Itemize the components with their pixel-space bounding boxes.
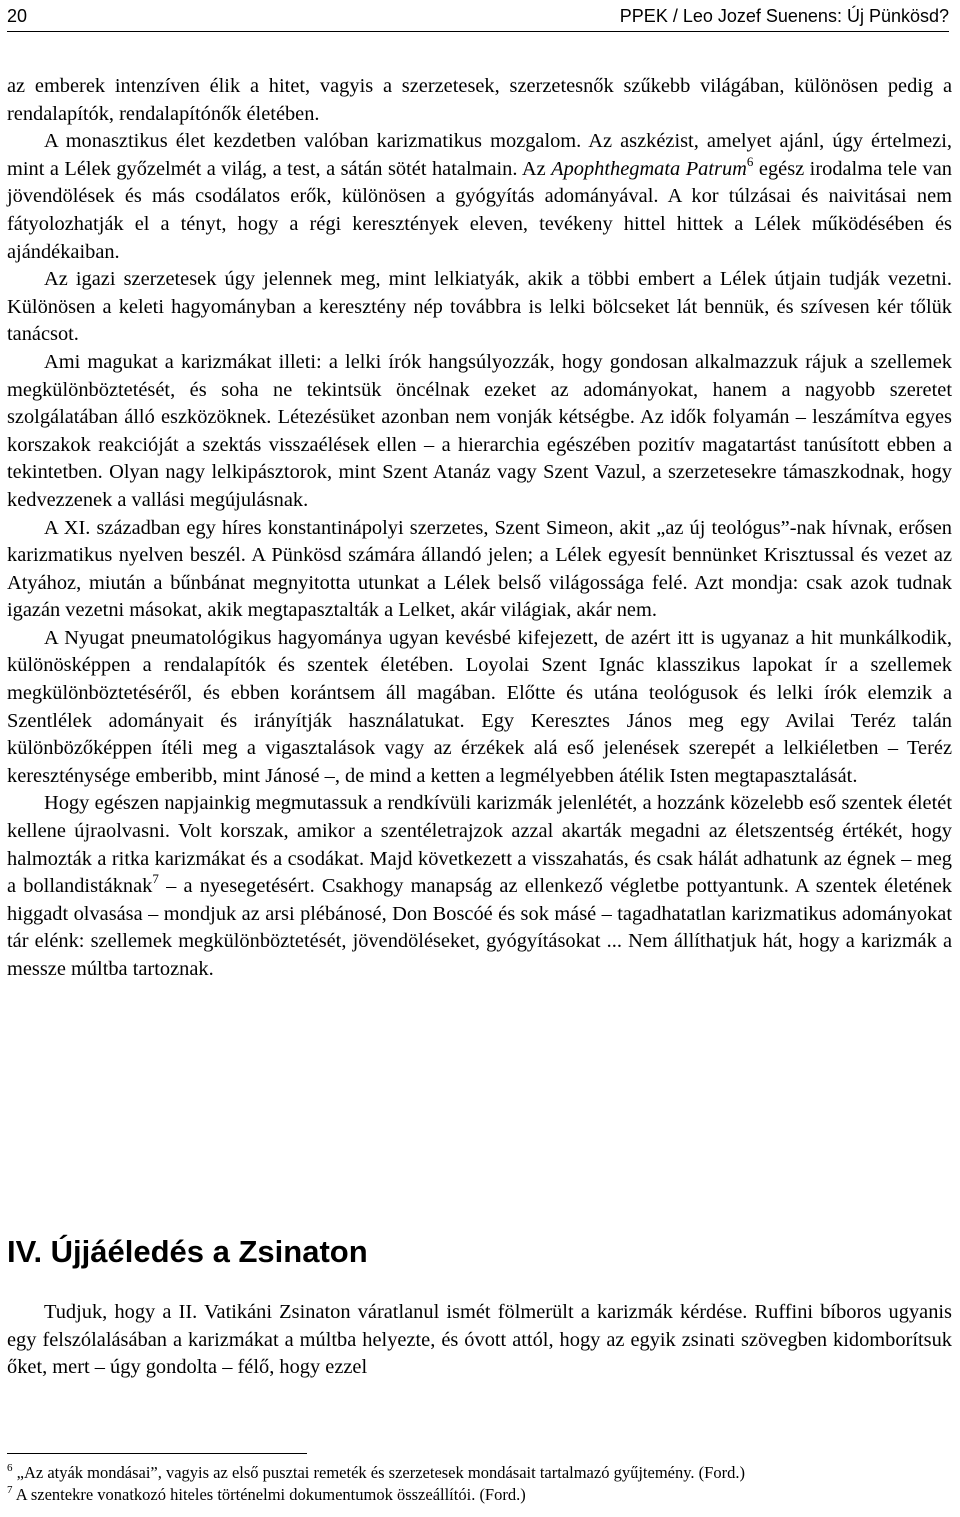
paragraph [7,790,952,983]
italic-title: Apophthegmata Patrum [551,157,747,180]
section-heading: IV. Újjáéledés a Zsinaton [7,1234,368,1269]
page-number: 20 [7,6,28,26]
footnotes [7,1462,952,1506]
paragraph: az emberek intenzíven élik a hitet, vagyis a szerzetesek, szerzetesnők szűkebb világában, különösen pedig a rendalapítók, rendalapítónők életében. [7,75,952,125]
paragraph: A Nyugat pneumatológikus hagyománya ugyan kevésbé kifejezett, de azért itt is ugyanaz a hit munkálkodik, különösképpen a rendalapítók és szentek életében. Loyolai Szent Ignác klasszikus lapokat ír a szellemek megkülönböztetéséről, és ebben korántsem áll magában. Előtte és utána teológusok és lelki írók elemzik a Szentlélek adományait és irányítják használatukat. Egy Keresztes János meg egy Avilai Teréz talán különbözőképpen ítéli meg a vigasztalások vagy az érzékek alá eső jelenések szerepét a lelkiéletben – Teréz kereszténysége emberibb, mint Jánosé –, de mind a ketten a legmélyebben átélik Isten megtapasztalását. [7,626,952,787]
paragraph-text: Hogy egészen napjainkig megmutassuk a rendkívüli karizmák jelenlétét, a hozzánk közelebb eső szentek életét kellene újraolvasni. Volt korszak, amikor a szentéletrajzok azzal akarták megadni az életszentség értékét, hogy halmozták a ritka karizmákat és a csodákat. Majd következett a visszahatás, és csak hálát adhatunk az égnek – meg a bollandistáknak [7,792,952,898]
body-text [7,73,952,984]
paragraph-text: A monasztikus élet kezdetben valóban karizmatikus mozgalom. Az aszkézist, amelyet ajánl, úgy értelmezi, mint a Lélek győzelmét a világ, a test, a sátán sötét hatalmain. Az [7,130,952,180]
paragraph: A XI. században egy híres konstantinápolyi szerzetes, Szent Simeon, akit „az új teológus”-nak hívnak, erősen karizmatikus nyelven beszél. A Pünkösd számára állandó jelen; a Lélek egyesít bennünket Krisztussal és vezet az Atyához, miután a bűnbánat megnyitotta utunkat a Lélek belső világossága felé. Azt mondja: csak azok tudnak igazán vezetni másokat, akik megtapasztalták a Lelket, akár világiak, akár nem. [7,516,952,622]
footnote-number: 7 [7,1484,13,1496]
running-title: PPEK / Leo Jozef Suenens: Új Pünkösd? [619,6,949,26]
paragraph: Tudjuk, hogy a II. Vatikáni Zsinaton váratlanul ismét fölmerült a karizmák kérdése. Ruffini bíboros ugyanis egy felszólalásában a karizmákat a múltba helyezte, és óvott attól, hogy az egyik zsinati szövegben kidomborítsuk őket, mert – úgy gondolta – félő, hogy ezzel [7,1301,952,1379]
footnote-number: 6 [7,1462,13,1474]
footnote [7,1462,952,1484]
paragraph [7,128,952,266]
paragraph-text: – a nyesegetésért. Csakhogy manapság az ellenkező végletbe pottyantunk. A szentek életének higgadt olvasása – mondjuk az arsi plébánosé, Don Boscóé és sok másé – tagadhatatlan karizmatikus adományokat tár elénk: szellemek megkülönböztetését, jövendöléseket, gyógyításokat ... Nem állíthatjuk hát, hogy a karizmák a messze múltba tartoznak. [7,875,952,980]
footnote-ref: 6 [746,153,754,169]
footnote-rule [7,1453,307,1454]
paragraph: Ami magukat a karizmákat illeti: a lelki írók hangsúlyozzák, hogy gondosan alkalmazzuk rájuk a szellemek megkülönböztetését, és soha ne tekintsük öncélnak ezeket az adományokat, hanem a nagyobb szeretet szolgálatában álló eszközöknek. Létezésüket azonban nem vonják kétségbe. Az idők folyamán – leszámítva egyes korszakok reakcióját a szektás visszaélések ellen – a hierarchia egészében pozitív magatartást tanúsított ebben a tekintetben. Olyan nagy lelkipásztorok, mint Szent Atanáz vagy Szent Vazul, a szerzetesekre támaszkodnak, hogy kedvezzenek a vallási megújulásnak. [7,350,952,511]
footnote-ref: 7 [152,871,159,887]
footnote [7,1484,952,1506]
section-body [7,1299,952,1382]
paragraph-text: egész irodalma tele van jövendölések és más csodálatos erők, különösen a gyógyítás adományával. A kor túlzásai és naivitásai nem fátyolozhatják el a tényt, hogy a régi keresztények eleven, tevékeny hittel hittek a Lélek működésében és ajándékaiban. [7,157,952,263]
paragraph: Az igazi szerzetesek úgy jelennek meg, mint lelkiatyák, akik a többi embert a Lélek útjain tudják vezetni. Különösen a keleti hagyományban a keresztény nép továbbra is lelki bölcseket lát bennük, és szívesen kér tőlük tanácsot. [7,268,952,346]
running-header [7,4,949,30]
header-rule [7,31,949,32]
footnote-text: „Az atyák mondásai”, vagyis az első pusztai remeték és szerzetesek mondásait tartalmazó gyűjtemény. (Ford.) [12,1463,745,1482]
footnote-text: A szentekre vonatkozó hiteles történelmi dokumentumok összeállítói. (Ford.) [12,1485,526,1504]
